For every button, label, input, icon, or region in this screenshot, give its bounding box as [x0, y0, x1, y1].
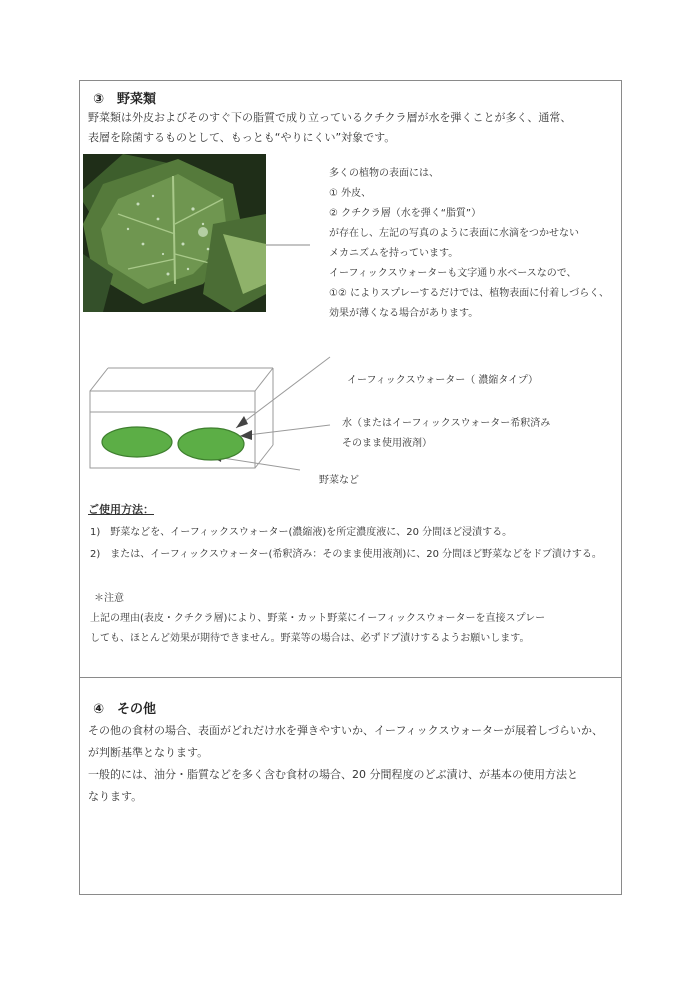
note-line-2: しても、ほとんど効果が期待できません。野菜等の場合は、必ずドブ漬けするようお願いします。: [90, 633, 530, 644]
section3-intro-line-1: 野菜類は外皮およびそのすぐ下の脂質で成り立っているクチクラ層が水を弾くことが多く、通常、: [88, 111, 572, 124]
vegetable-ellipse-1: [102, 427, 172, 457]
photo-note-line-7: ①② によりスプレーするだけでは、植物表面に付着しづらく、: [329, 288, 610, 299]
section4-heading: ④ その他: [93, 702, 157, 717]
section4-line-1: その他の食材の場合、表面がどれだけ水を弾きやすいか、イーフィックスウォーターが展着しづらいか、: [88, 724, 604, 737]
note-line-1: 上記の理由(表皮・クチクラ層)により、野菜・カット野菜にイーフィックスウォーターを直接スプレー: [90, 613, 546, 624]
photo-note-line-6: イーフィックスウォーターも文字通り水ベースなので、: [329, 268, 577, 279]
photo-note-line-1: 多くの植物の表面には、: [329, 168, 439, 179]
usage-heading: ご使用方法：: [88, 503, 154, 516]
photo-note-line-8: 効果が薄くなる場合があります。: [329, 308, 479, 319]
note-heading: ＊注意: [94, 593, 124, 604]
section3-heading: ③ 野菜類: [93, 92, 157, 107]
section3-intro-line-2: 表層を除菌するものとして、もっとも“やりにくい”対象です。: [88, 131, 396, 144]
label-water-line-1: 水（またはイーフィックスウォーター希釈済み: [342, 418, 551, 429]
photo-note-line-3: ② クチクラ層（水を弾く“脂質”）: [329, 208, 482, 219]
label-vegetable: 野菜など: [319, 475, 359, 486]
section4-line-2: が判断基準となります。: [88, 746, 209, 759]
section4-line-4: なります。: [88, 790, 143, 803]
label-concentrate: イーフィックスウォーター（ 濃縮タイプ）: [347, 375, 538, 386]
usage-step-2: 2) または、イーフィックスウォーター(希釈済み：そのまま使用液剤)に、20 分間ほど野菜などをドブ漬けする。: [90, 549, 602, 560]
vegetable-ellipse-2: [178, 428, 244, 460]
usage-step-1: 1) 野菜などを、イーフィックスウォーター(濃縮液)を所定濃度液に、20 分間ほど浸漬する。: [90, 527, 513, 538]
section4-line-3: 一般的には、油分・脂質などを多く含む食材の場合、20 分間程度のどぶ漬け、が基本の使用方法と: [88, 768, 579, 781]
photo-note-line-5: メカニズムを持っています。: [329, 248, 459, 259]
photo-note-line-2: ① 外皮、: [329, 188, 372, 199]
photo-note-line-4: が存在し、左記の写真のように表面に水滴をつかせない: [329, 228, 579, 239]
label-water-line-2: そのまま使用液剤）: [342, 438, 432, 449]
